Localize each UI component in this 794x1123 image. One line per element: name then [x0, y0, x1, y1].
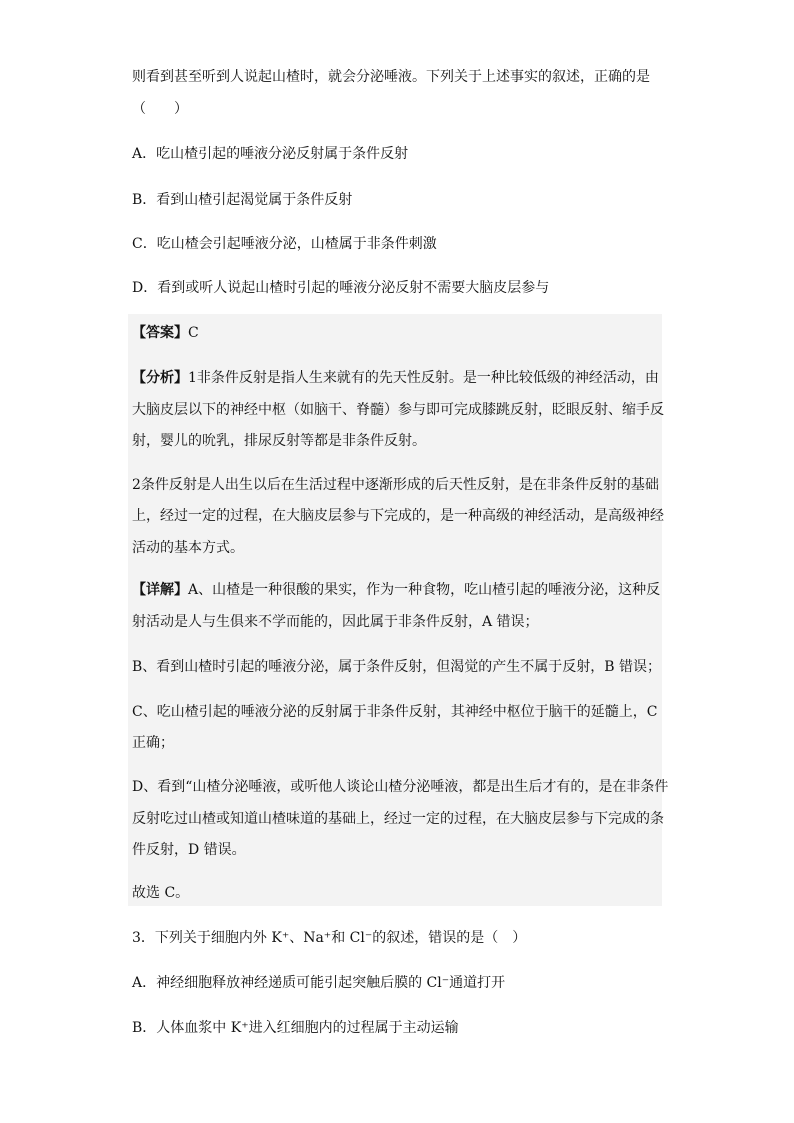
analysis2-line-3: 活动的基本方式。 [132, 540, 244, 556]
analysis-line-2: 大脑皮层以下的神经中枢（如脑干、脊髓）参与即可完成膝跳反射，眨眼反射、缩手反 [132, 402, 664, 418]
analysis-text: 1非条件反射是指人生来就有的先天性反射。是一种比较低级的神经活动，由 [188, 370, 659, 386]
detail-b: B、看到山楂时引起的唾液分泌，属于条件反射，但渴觉的产生不属于反射，B 错误； [132, 659, 662, 675]
answer-label: 【答案】 [132, 325, 188, 341]
analysis-label: 【分析】 [132, 370, 188, 386]
detail-a-text: A、山楂是一种很酸的果实，作为一种食物，吃山楂引起的唾液分泌，这种反 [188, 582, 661, 598]
detail-c-line-2: 正确； [132, 735, 174, 751]
answer-value: C [188, 325, 199, 341]
detail-label: 【详解】 [132, 582, 188, 598]
analysis-line-3: 射，婴儿的吮乳，排尿反射等都是非条件反射。 [132, 433, 426, 449]
detail-d-line-1: D、看到“山楂分泌唾液，或听他人谈论山楂分泌唾液，都是出生后才有的，是在非条件 [132, 779, 669, 795]
detail-line-1 [132, 579, 660, 599]
option-d: D．看到或听人说起山楂时引起的唾液分泌反射不需要大脑皮层参与 [132, 280, 550, 296]
question-stem-line: 则看到甚至听到人说起山楂时，就会分泌唾液。下列关于上述事实的叙述，正确的是 [132, 69, 650, 85]
question3-option-a: A．神经细胞释放神经递质可能引起突触后膜的 Cl⁻通道打开 [132, 975, 506, 991]
detail-d-line-3: 件反射，D 错误。 [132, 842, 246, 858]
analysis2-line-1: 2条件反射是人出生以后在生活过程中逐渐形成的后天性反射，是在非条件反射的基础 [132, 477, 659, 493]
detail-line-2: 射活动是人与生俱来不学而能的，因此属于非条件反射，A 错误； [132, 614, 539, 630]
option-b: B．看到山楂引起渴觉属于条件反射 [132, 192, 353, 208]
detail-c-line-1: C、吃山楂引起的唾液分泌的反射属于非条件反射，其神经中枢位于脑干的延髓上，C [132, 704, 658, 720]
analysis2-line-2: 上，经过一定的过程，在大脑皮层参与下完成的，是一种高级的神经活动，是高级神经 [132, 508, 664, 524]
conclusion: 故选 C。 [132, 885, 190, 901]
option-c: C．吃山楂会引起唾液分泌，山楂属于非条件刺激 [132, 236, 437, 252]
question3-stem: 3．下列关于细胞内外 K⁺、Na⁺和 Cl⁻的叙述，错误的是（ ） [132, 930, 527, 946]
detail-d-line-2: 反射吃过山楂或知道山楂味道的基础上，经过一定的过程，在大脑皮层参与下完成的条 [132, 811, 664, 827]
question3-option-b: B．人体血浆中 K⁺进入红细胞内的过程属于主动运输 [132, 1020, 459, 1036]
analysis-line-1 [132, 367, 659, 387]
option-a: A．吃山楂引起的唾液分泌反射属于条件反射 [132, 146, 409, 162]
answer-blank: （ ） [132, 101, 188, 117]
answer-line [132, 322, 199, 342]
